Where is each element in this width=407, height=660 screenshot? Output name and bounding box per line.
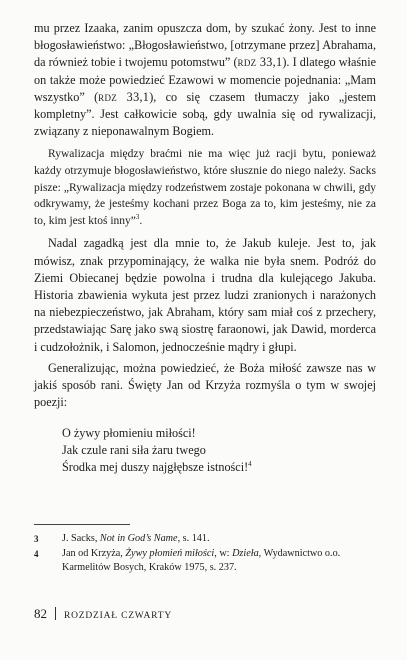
footnote-number: 4 [34, 549, 39, 559]
bible-reference: rdz 33,1 [98, 89, 150, 104]
chapter-title: ROZDZIAŁ CZWARTY [64, 611, 173, 621]
verse-line: Jak czule rani siła żaru twego [62, 443, 206, 458]
paragraph-2: Rywalizacja między braćmi nie ma więc już racji bytu, ponieważ każdy otrzymuje błogosławieństwo, które słusznie do niego należy. Sacks pisze: „Rywalizacja między rodzeństwem zostaje pokonana w chwili, gdy odkrywamy, że jesteśmy kochani przez Boga za to, kim jesteśmy, nie za to, kim jest ktoś inny”$^3$. [34, 148, 376, 227]
verse-line: O żywy płomieniu miłości! [62, 426, 196, 441]
footnote-3: 3 J. Sacks, Not in God’s Name, s. 141. [34, 533, 210, 544]
poem-quote [34, 425, 376, 476]
paragraph-4: Generalizując, można powiedzieć, że Boża miłość zawsze nas w jakiś sposób rani. Święty Jan od Krzyża rozmyśla o tym w swojej poezji: [34, 360, 376, 410]
paragraph-3: Nadal zagadką jest dla mnie to, że Jakub kuleje. Jest to, jak mówisz, znak przypominający, że walka nie była snem. Podróż do Ziemi Obiecanej będzie powolna i trudna dla kulejącego Jakuba. Historia zbawienia wykuta jest przez ludzi zranionych i narażonych na niebezpieczeństwo, jak Abraham, który sam miał coś z przechery, przedstawiając Sarę jako swą siostrę faraonowi, jak Dawid, morderca i cudzołożnik, i Salomon, jednocześnie mądry i głupi. [34, 236, 376, 354]
footnote-ref-3: 3 [135, 212, 140, 221]
paragraph-1: mu przez Izaaka, zanim opuszcza dom, by szukać żony. Jest to inne błogosławieństwo: „Błogosławieństwo, [otrzymane przez] Abrahama, da również tobie i twojemu potomstwu” (rdz 33,1). I dlatego właśnie on także może powiedzieć Ezawowi w momencie pojednania: „Mam wszystko” (rdz 33,1), co się czasem tłumaczy jako „jestem kompletny”. Jest całkowicie sobą, gdy uwalnia się od rywalizacji, związany z nieponawalnym Bogiem. [34, 21, 376, 139]
verse-line: Środka mej duszy najgłębsze istności!$^4$ [62, 460, 252, 475]
page-number: 82 [34, 606, 47, 621]
bible-reference: rdz 33,1 [237, 55, 283, 70]
footer-divider [55, 607, 56, 620]
page-footer [34, 606, 172, 622]
footnote-separator [34, 524, 130, 525]
footnote-number: 3 [34, 534, 39, 544]
footnote-ref-4: 4 [248, 460, 252, 469]
footnote-4: 4 Jan od Krzyża, Żywy płomień miłości, w: Dzieła, Wydawnictwo o.o. Karmelitów Bosych, Kraków 1975, s. 237. [34, 548, 341, 573]
page-body [34, 20, 376, 476]
